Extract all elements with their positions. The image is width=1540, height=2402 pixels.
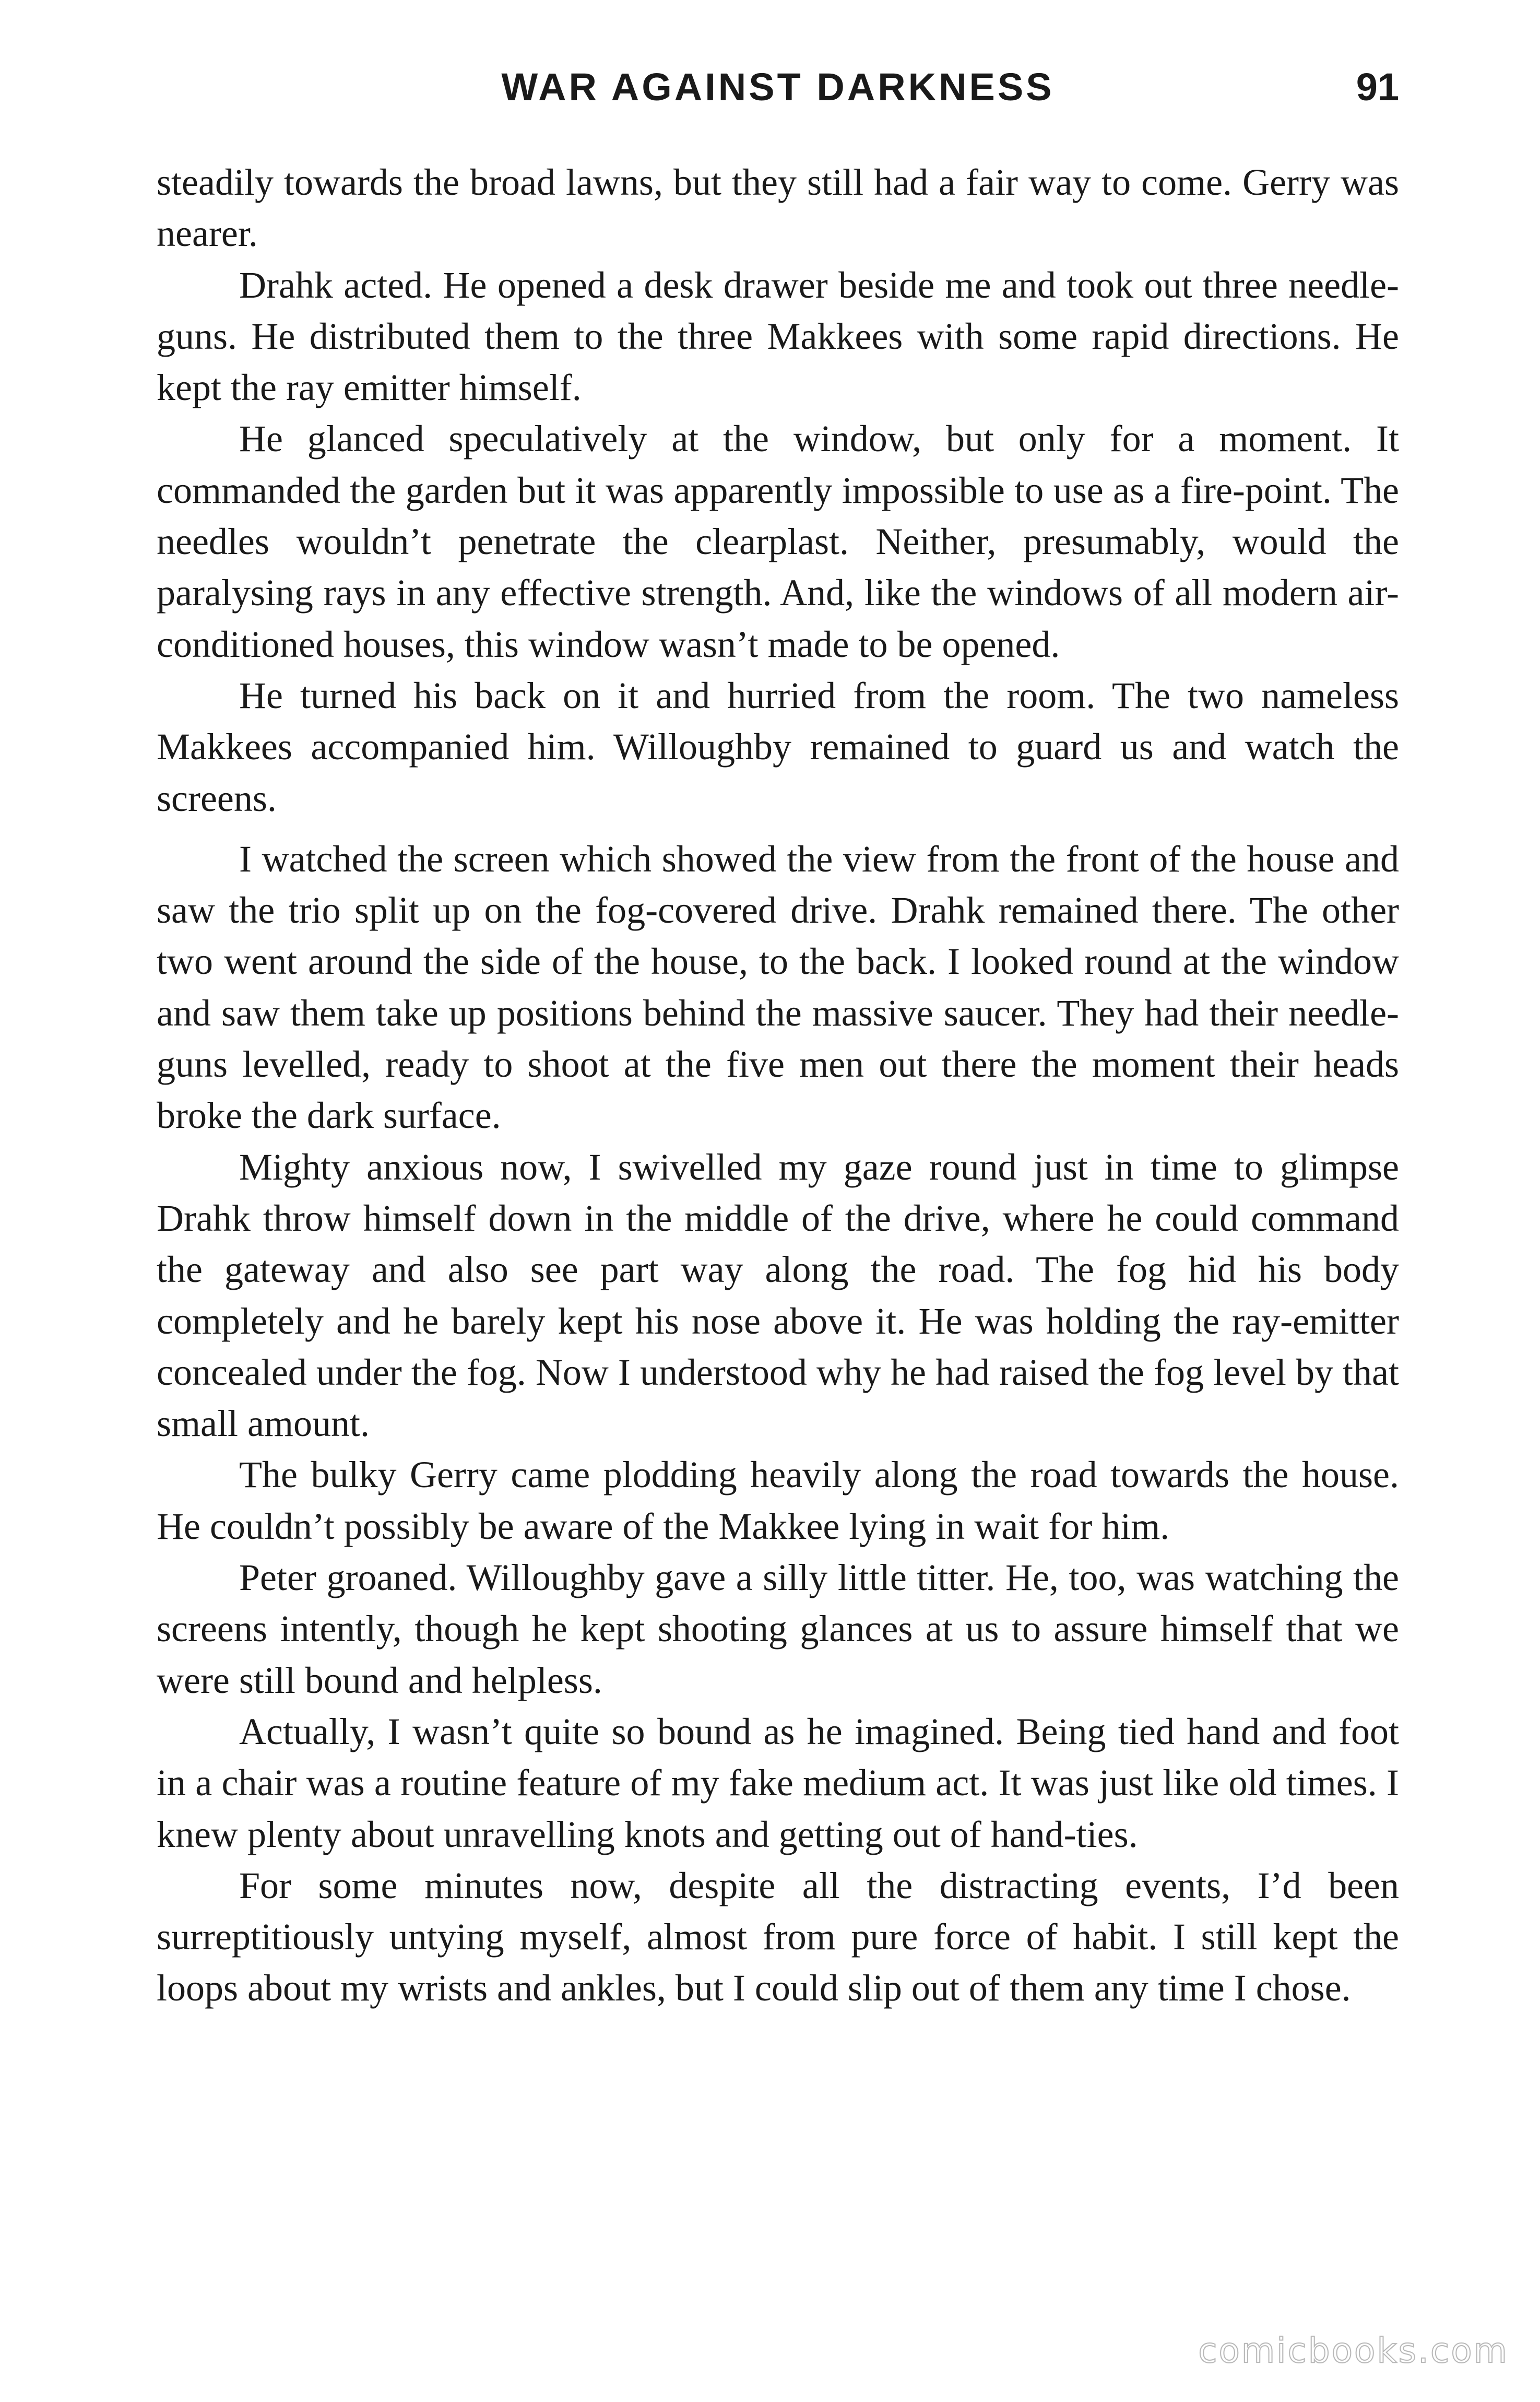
watermark: comicbooks.com	[1198, 2330, 1509, 2371]
body-text	[157, 157, 1399, 2014]
paragraph-6: Mighty anxious now, I swivelled my gaze round just in time to glimpse Drahk throw himself down in the middle of the drive, where he could command the gateway and also see part way along the road. The fog hid his body completely and he barely kept his nose above it. He was holding the ray-emitter concealed under the fog. Now I understood why he had raised the fog level by that small amount.	[157, 1146, 1399, 1445]
paragraph-8: Peter groaned. Willoughby gave a silly little titter. He, too, was watching the screens intently, though he kept shooting glances at us to assure himself that we were still bound and helpless.	[157, 1557, 1399, 1701]
paragraph-7: The bulky Gerry came plodding heavily along the road towards the house. He couldn’t possibly be aware of the Makkee lying in wait for him.	[157, 1454, 1399, 1547]
paragraph-4: He turned his back on it and hurried from the room. The two nameless Makkees accompanied him. Willoughby remained to guard us and watch the screens.	[157, 674, 1399, 819]
page-number: 91	[1356, 65, 1399, 109]
paragraph-1: steadily towards the broad lawns, but they still had a fair way to come. Gerry was nearer.	[157, 161, 1399, 255]
running-head: WAR AGAINST DARKNESS	[501, 65, 1055, 109]
paragraph-5: I watched the screen which showed the view from the front of the house and saw the trio split up on the fog-covered drive. Drahk remained there. The other two went around the side of the house, to the back. I looked round at the window and saw them take up positions behind the massive saucer. They had their needle-guns levelled, ready to shoot at the five men out there the moment their heads broke the dark surface.	[157, 838, 1399, 1137]
page-header	[157, 57, 1399, 115]
paragraph-9: Actually, I wasn’t quite so bound as he imagined. Being tied hand and foot in a chair was a routine feature of my fake medium act. It was just like old times. I knew plenty about unravelling knots and getting out of hand-ties.	[157, 1710, 1399, 1855]
book-page	[157, 0, 1399, 2402]
paragraph-2: Drahk acted. He opened a desk drawer beside me and took out three needle-guns. He distributed them to the three Makkees with some rapid directions. He kept the ray emitter himself.	[157, 264, 1399, 409]
paragraph-3: He glanced speculatively at the window, but only for a moment. It commanded the garden but it was apparently impossible to use as a fire-point. The needles wouldn’t penetrate the clearplast. Neither, presumably, would the paralysing rays in any effective strength. And, like the windows of all modern air-conditioned houses, this window wasn’t made to be opened.	[157, 418, 1399, 665]
paragraph-10: For some minutes now, despite all the distracting events, I’d been surreptitiously untying myself, almost from pure force of habit. I still kept the loops about my wrists and ankles, but I could slip out of them any time I chose.	[157, 1864, 1399, 2009]
